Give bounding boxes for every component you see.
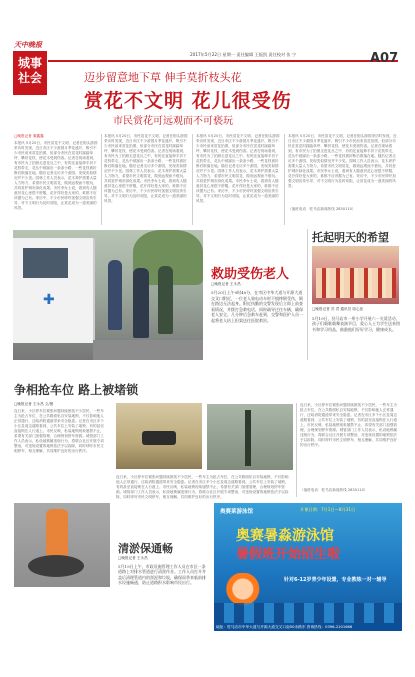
children-row [316, 268, 396, 298]
swimming-ad [214, 503, 402, 623]
section-name-1: 城事 [17, 56, 42, 70]
divider-mid [307, 229, 308, 360]
parking-hotline: （值班电话：驻马店新闻热线 2830110） [300, 488, 368, 492]
hotline-note: （值班电话：驻马店新闻热线 2830110） [288, 207, 356, 211]
ad-waves [214, 603, 402, 623]
rescue-byline: □晚报记者 王永昌 [211, 282, 241, 286]
lead-body-col-1: 本报讯 5月20日，市民赏花不文明，记者在街头游园采访时发现，近日市区不少游园月季花盛开，吸引不少市民前来赏花拍照，但部分市民在赏花时踩踏草坪、攀折花枝，使花木受到伤害。记者在现场看到，有市民为了拍照走进花丛之中，有的还直接伸手折下花枝带走，花丛中被踩出一条条小路，一些花枝被折断后散落在地。随后记者走访多个游园，发现类似情况并不少见。园林工作人员表示，花木养护需要大量人力物力，希望市民文明赏花，做到远观而不亵玩，共同爱护城市绿化成果。市民李女士说，看到有人随意折花心里很不舒服，花开得好是大家的，谁都不应该据为己有。采访中，不少市民呼吁加强文明宣传引导，对不文明行为及时劝阻，让赏花成为一道美丽的风景。 [14, 141, 98, 210]
parking-title: 争相抢车位 路上被堵锁 [14, 383, 139, 397]
masthead-rule [48, 60, 398, 62]
section-badge [13, 51, 47, 95]
worker-figure [46, 509, 68, 559]
drain-title: 清淤保通畅 [118, 542, 173, 555]
parking-byline: □晚报记者 王永昌 文/图 [14, 402, 54, 406]
parking-body-col-3: 连日来，小区停车位紧张问题持续困扰不少居民，一些车主为抢占车位，在公共路面私自安装地锁，不仅影响他人正常通行，还给消防通道带来安全隐患。记者在市区多个小区及周边道路看到，公共车位上安装了地锁，有的甚至直接锁在人行道上。市民反映，私装地锁现象屡禁不止，希望有关部门加强管理，合理规划停车资源。城管部门工作人员表示，私设地锁属违规行为，将联合社区开展专项整治，对违规设置的地锁依法予以拆除，同时呼吁市民文明停车，相互理解，共同维护良好的出行秩序。 [300, 403, 398, 447]
masthead-logo: 天中晚报 [14, 41, 42, 49]
parking-lock-photo [116, 403, 202, 469]
ambulance-window [23, 248, 68, 278]
divider-main-1 [101, 134, 102, 225]
person-3 [158, 266, 173, 334]
hope-body: 5月19日，驻马店市一所小学开展六一关爱活动，孩子们载歌载舞表演节目，爱心人士为学生送来图书和学习用品，鼓励他们好好学习，健康成长。 [312, 316, 400, 332]
rescue-title: 救助受伤老人 [211, 267, 290, 282]
ad-header: 奥赛莱游泳馆 [220, 509, 254, 515]
road-surface [93, 340, 203, 360]
drain-byline: □晚报记者 王永昌 [118, 556, 148, 560]
drain-body: 5月19日上午，市政设施管理工作人员在市区一条道路上对排水管道进行清淤作业。工作人员打开井盖后清理管道内的淤泥和垃圾，确保雨季来临前排水设施畅通，防止道路积水影响市民出行。 [118, 564, 206, 586]
manhole-shape [28, 555, 84, 577]
sign-post [245, 410, 251, 466]
parking-body-col-2: 连日来，小区停车位紧张问题持续困扰不少居民，一些车主为抢占车位，在公共路面私自安装地锁，不仅影响他人正常通行，还给消防通道带来安全隐患。记者在市区多个小区及周边道路看到，公共车位上安装了地锁，有的甚至直接锁在人行道上。市民反映，私装地锁现象屡禁不止，希望有关部门加强管理，合理规划停车资源。城管部门工作人员表示，私设地锁属违规行为，将联合社区开展专项整治，对违规设置的地锁依法予以拆除，同时呼吁市民文明停车，相互理解，共同维护良好的出行秩序。 [116, 475, 289, 499]
lead-headline: 赏花不文明 花儿很受伤 [84, 90, 292, 112]
lead-subhead: 市民赏花可远观而不可亵玩 [113, 116, 233, 127]
date-line: 2017年5月22日 星期一 责任编辑 王振凯 责任校对 张 宁 [190, 52, 297, 57]
parking-street-photo [207, 404, 293, 470]
lead-body-col-4: 本报讯 5月20日，市民赏花不文明，记者在街头游园采访时发现，近日市区不少游园月季花盛开，吸引不少市民前来赏花拍照，但部分市民在赏花时踩踏草坪、攀折花枝，使花木受到伤害。记者在现场看到，有市民为了拍照走进花丛之中，有的还直接伸手折下花枝带走，花丛中被踩出一条条小路，一些花枝被折断后散落在地。随后记者走访多个游园，发现类似情况并不少见。园林工作人员表示，花木养护需要大量人力物力，希望市民文明赏花，做到远观而不亵玩，共同爱护城市绿化成果。市民李女士说，看到有人随意折花心里很不舒服，花开得好是大家的，谁都不应该据为己有。采访中，不少市民呼吁加强文明宣传引导，对不文明行为及时劝阻，让赏花成为一道美丽的风景。 [288, 134, 397, 188]
section-name-2: 社会 [17, 71, 42, 85]
lead-body-col-2: 本报讯 5月20日，市民赏花不文明，记者在街头游园采访时发现，近日市区不少游园月季花盛开，吸引不少市民前来赏花拍照，但部分市民在赏花时踩踏草坪、攀折花枝，使花木受到伤害。记者在现场看到，有市民为了拍照走进花丛之中，有的还直接伸手折下花枝带走，花丛中被踩出一条条小路，一些花枝被折断后散落在地。随后记者走访多个游园，发现类似情况并不少见。园林工作人员表示，花木养护需要大量人力物力，希望市民文明赏花，做到远观而不亵玩，共同爱护城市绿化成果。市民李女士说，看到有人随意折花心里很不舒服，花开得好是大家的，谁都不应该据为己有。采访中，不少市民呼吁加强文明宣传引导，对不文明行为及时劝阻，让赏花成为一道美丽的风景。 [104, 134, 188, 203]
rescue-body: 5月20日上午9时40分，在市区中华大道与开源大道交叉口附近，一位老人骑电动车时不慎摔倒受伤，倒在路边无法起身。附近执勤的交警发现后立即上前查看情况，并拨打急救电话，同时疏导过往车辆，确保老人安全。几分钟后急救车赶到，交警和医护人员一起将老人抬上担架送往医院救治。 [211, 290, 303, 323]
ad-line-2: 暑假班开始招生啦 [236, 547, 341, 562]
hope-byline: □晚报记者 苏 君 通讯员 周心蕊 [312, 307, 364, 311]
rescue-photo [13, 230, 203, 360]
parking-body-col-1: 连日来，小区停车位紧张问题持续困扰不少居民，一些车主为抢占车位，在公共路面私自安装地锁，不仅影响他人正常通行，还给消防通道带来安全隐患。记者在市区多个小区及周边道路看到，公共车位上安装了地锁，有的甚至直接锁在人行道上。市民反映，私装地锁现象屡禁不止，希望有关部门加强管理，合理规划停车资源。城管部门工作人员表示，私设地锁属违规行为，将联合社区开展专项整治，对违规设置的地锁依法予以拆除，同时呼吁市民文明停车，相互理解，共同维护良好的出行秩序。 [14, 409, 104, 453]
ad-line-1: 奥赛暑淼游泳馆 [236, 528, 334, 544]
lead-kicker: 迈步留意地下草 伸手莫折枝头花 [84, 71, 242, 84]
divider-main-2 [192, 134, 193, 225]
divider-lower [296, 403, 297, 497]
ad-note: 针对6-12岁青少年设置，专业教练一对一辅导 [284, 577, 387, 583]
ground-lock-shape [142, 431, 176, 445]
divider-main-3 [284, 134, 285, 225]
lead-body-col-3: 本报讯 5月20日，市民赏花不文明，记者在街头游园采访时发现，近日市区不少游园月季花盛开，吸引不少市民前来赏花拍照，但部分市民在赏花时踩踏草坪、攀折花枝，使花木受到伤害。记者在现场看到，有市民为了拍照走进花丛之中，有的还直接伸手折下花枝带走，花丛中被踩出一条条小路，一些花枝被折断后散落在地。随后记者走访多个游园，发现类似情况并不少见。园林工作人员表示，花木养护需要大量人力物力，希望市民文明赏花，做到远观而不亵玩，共同爱护城市绿化成果。市民李女士说，看到有人随意折花心里很不舒服，花开得好是大家的，谁都不应该据为己有。采访中，不少市民呼吁加强文明宣传引导，对不文明行为及时劝阻，让赏花成为一道美丽的风景。 [196, 134, 280, 203]
page-code: A07 [370, 51, 399, 66]
ambulance-cross-icon: ✚ [43, 292, 55, 308]
lead-byline: □晚报记者 秦鑫鑫 [14, 134, 44, 138]
drain-photo [14, 503, 110, 587]
person-1 [108, 260, 122, 330]
hope-photo [312, 246, 399, 304]
hope-title: 托起明天的希望 [312, 231, 389, 244]
person-2 [133, 268, 149, 338]
ad-address-bar: 地址：驻马店市中华大道与开源大道交叉口南50米路东 咨询热线：0396-2101666 [214, 623, 402, 631]
ad-tag: 开课日期：7月1日—8月31日 [300, 507, 356, 512]
